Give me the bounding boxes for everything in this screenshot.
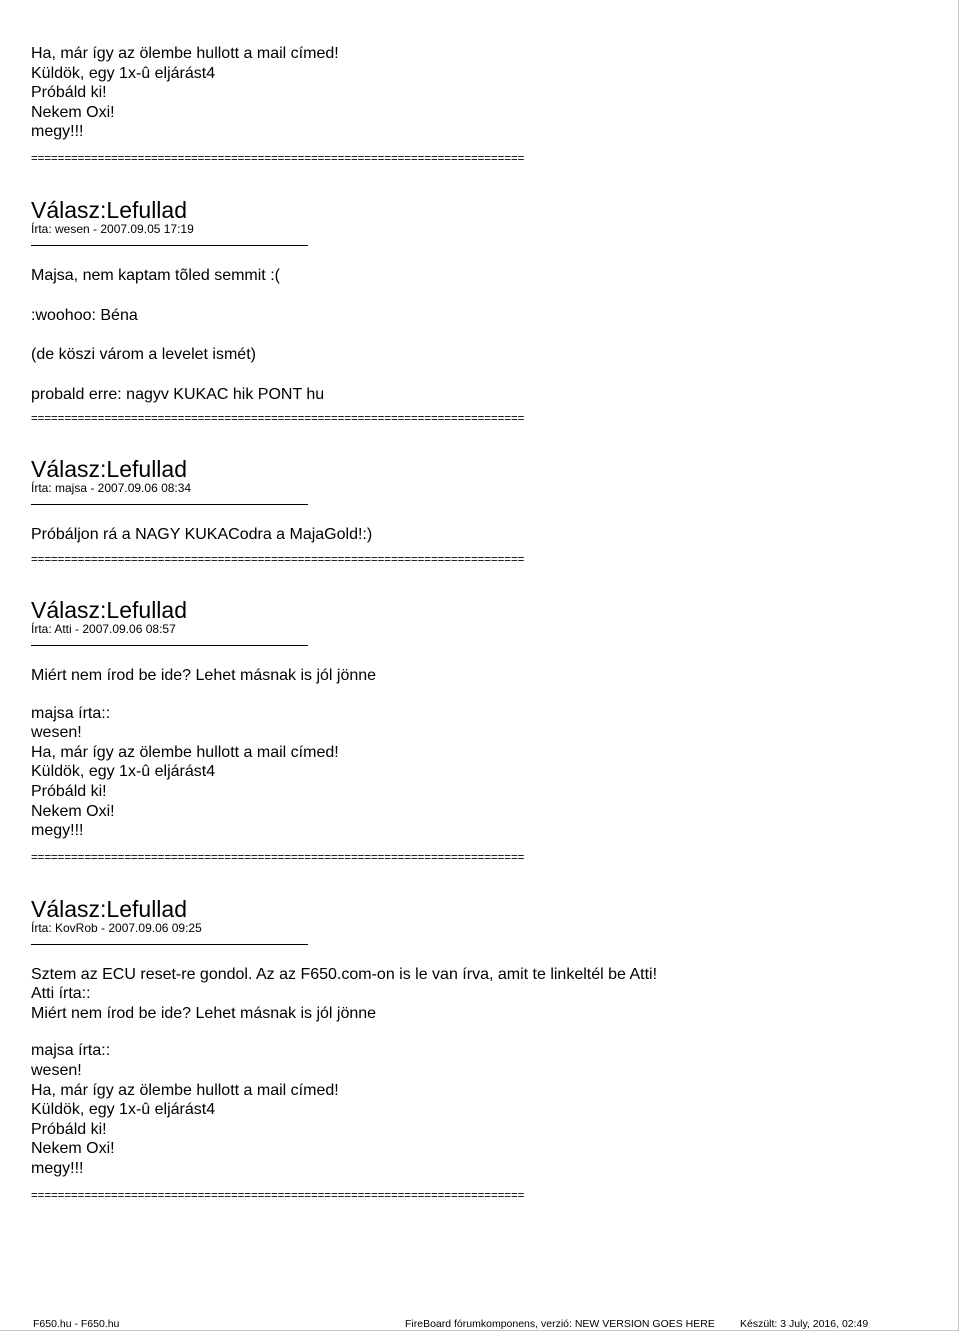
text-line: wesen! [31, 1062, 82, 1080]
post [31, 897, 931, 1179]
divider [31, 245, 308, 246]
footer-generated: Készült: 3 July, 2016, 02:49 [740, 1318, 869, 1330]
post-meta: Írta: KovRob - 2007.09.06 09:25 [31, 920, 202, 935]
text-line: Sztem az ECU reset-re gondol. Az az F650.com-on is le van írva, amit te linkeltél be Atti! [31, 965, 658, 983]
divider [31, 645, 308, 646]
text-line: Nekem Oxi! [31, 1140, 115, 1158]
post-paragraph: probald erre: nagyv KUKAC hik PONT hu [31, 385, 325, 403]
post [31, 198, 931, 404]
post-title: Válasz:Lefullad [31, 596, 187, 623]
post [31, 598, 931, 841]
text-line: megy!!! [31, 123, 84, 141]
post-title: Válasz:Lefullad [31, 196, 187, 223]
post-paragraph: (de köszi várom a levelet ismét) [31, 346, 256, 364]
text-line: Ha, már így az ölembe hullott a mail címed! [31, 743, 339, 761]
forum-thread [31, 44, 931, 1203]
separator: ========================================================================== [31, 1189, 525, 1202]
post [31, 457, 931, 545]
quote-block [31, 704, 931, 841]
text-line: Nekem Oxi! [31, 103, 115, 121]
text-line: megy!!! [31, 1160, 84, 1178]
text-line: Próbáld ki! [31, 1120, 107, 1138]
quote-block [31, 1041, 931, 1178]
separator: ========================================================================== [31, 413, 525, 426]
page-footer [0, 1318, 960, 1332]
post-meta: Írta: Atti - 2007.09.06 08:57 [31, 621, 176, 636]
post-paragraph: Miért nem írod be ide? Lehet másnak is jól jönne [31, 666, 377, 684]
text-line: Ha, már így az ölembe hullott a mail címed! [31, 45, 339, 62]
divider [31, 944, 308, 945]
text-line: Próbáld ki! [31, 782, 107, 800]
separator: ========================================================================== [31, 152, 525, 165]
post-title: Válasz:Lefullad [31, 456, 187, 483]
quote-header: majsa írta:: [31, 1042, 111, 1060]
footer-component: FireBoard fórumkomponens, verzió: NEW VERSION GOES HERE [405, 1318, 715, 1330]
post-paragraph: Próbáljon rá a NAGY KUKACodra a MajaGold!:) [31, 526, 373, 544]
footer-site: F650.hu - F650.hu [33, 1318, 120, 1330]
quote-header: Atti írta:: [31, 985, 91, 1003]
separator: ========================================================================== [31, 851, 525, 864]
text-line: wesen! [31, 724, 82, 742]
text-line: Nekem Oxi! [31, 802, 115, 820]
text-line: Ha, már így az ölembe hullott a mail címed! [31, 1081, 339, 1099]
separator: ========================================================================== [31, 553, 525, 566]
text-line: Küldök, egy 1x-û eljárást4 [31, 1101, 216, 1119]
text-line: Küldök, egy 1x-û eljárást4 [31, 64, 216, 82]
divider [31, 504, 308, 505]
post-paragraph: :woohoo: Béna [31, 306, 138, 324]
quote-header: majsa írta:: [31, 704, 111, 722]
intro-quote [31, 44, 931, 142]
text-line: Miért nem írod be ide? Lehet másnak is jól jönne [31, 1004, 377, 1022]
text-line: Küldök, egy 1x-û eljárást4 [31, 763, 216, 781]
text-line: Próbáld ki! [31, 84, 107, 102]
text-line: megy!!! [31, 822, 84, 840]
post-meta: Írta: wesen - 2007.09.05 17:19 [31, 221, 194, 236]
post-title: Válasz:Lefullad [31, 895, 187, 922]
post-paragraph: Majsa, nem kaptam tõled semmit :( [31, 266, 280, 284]
post-meta: Írta: majsa - 2007.09.06 08:34 [31, 481, 192, 496]
